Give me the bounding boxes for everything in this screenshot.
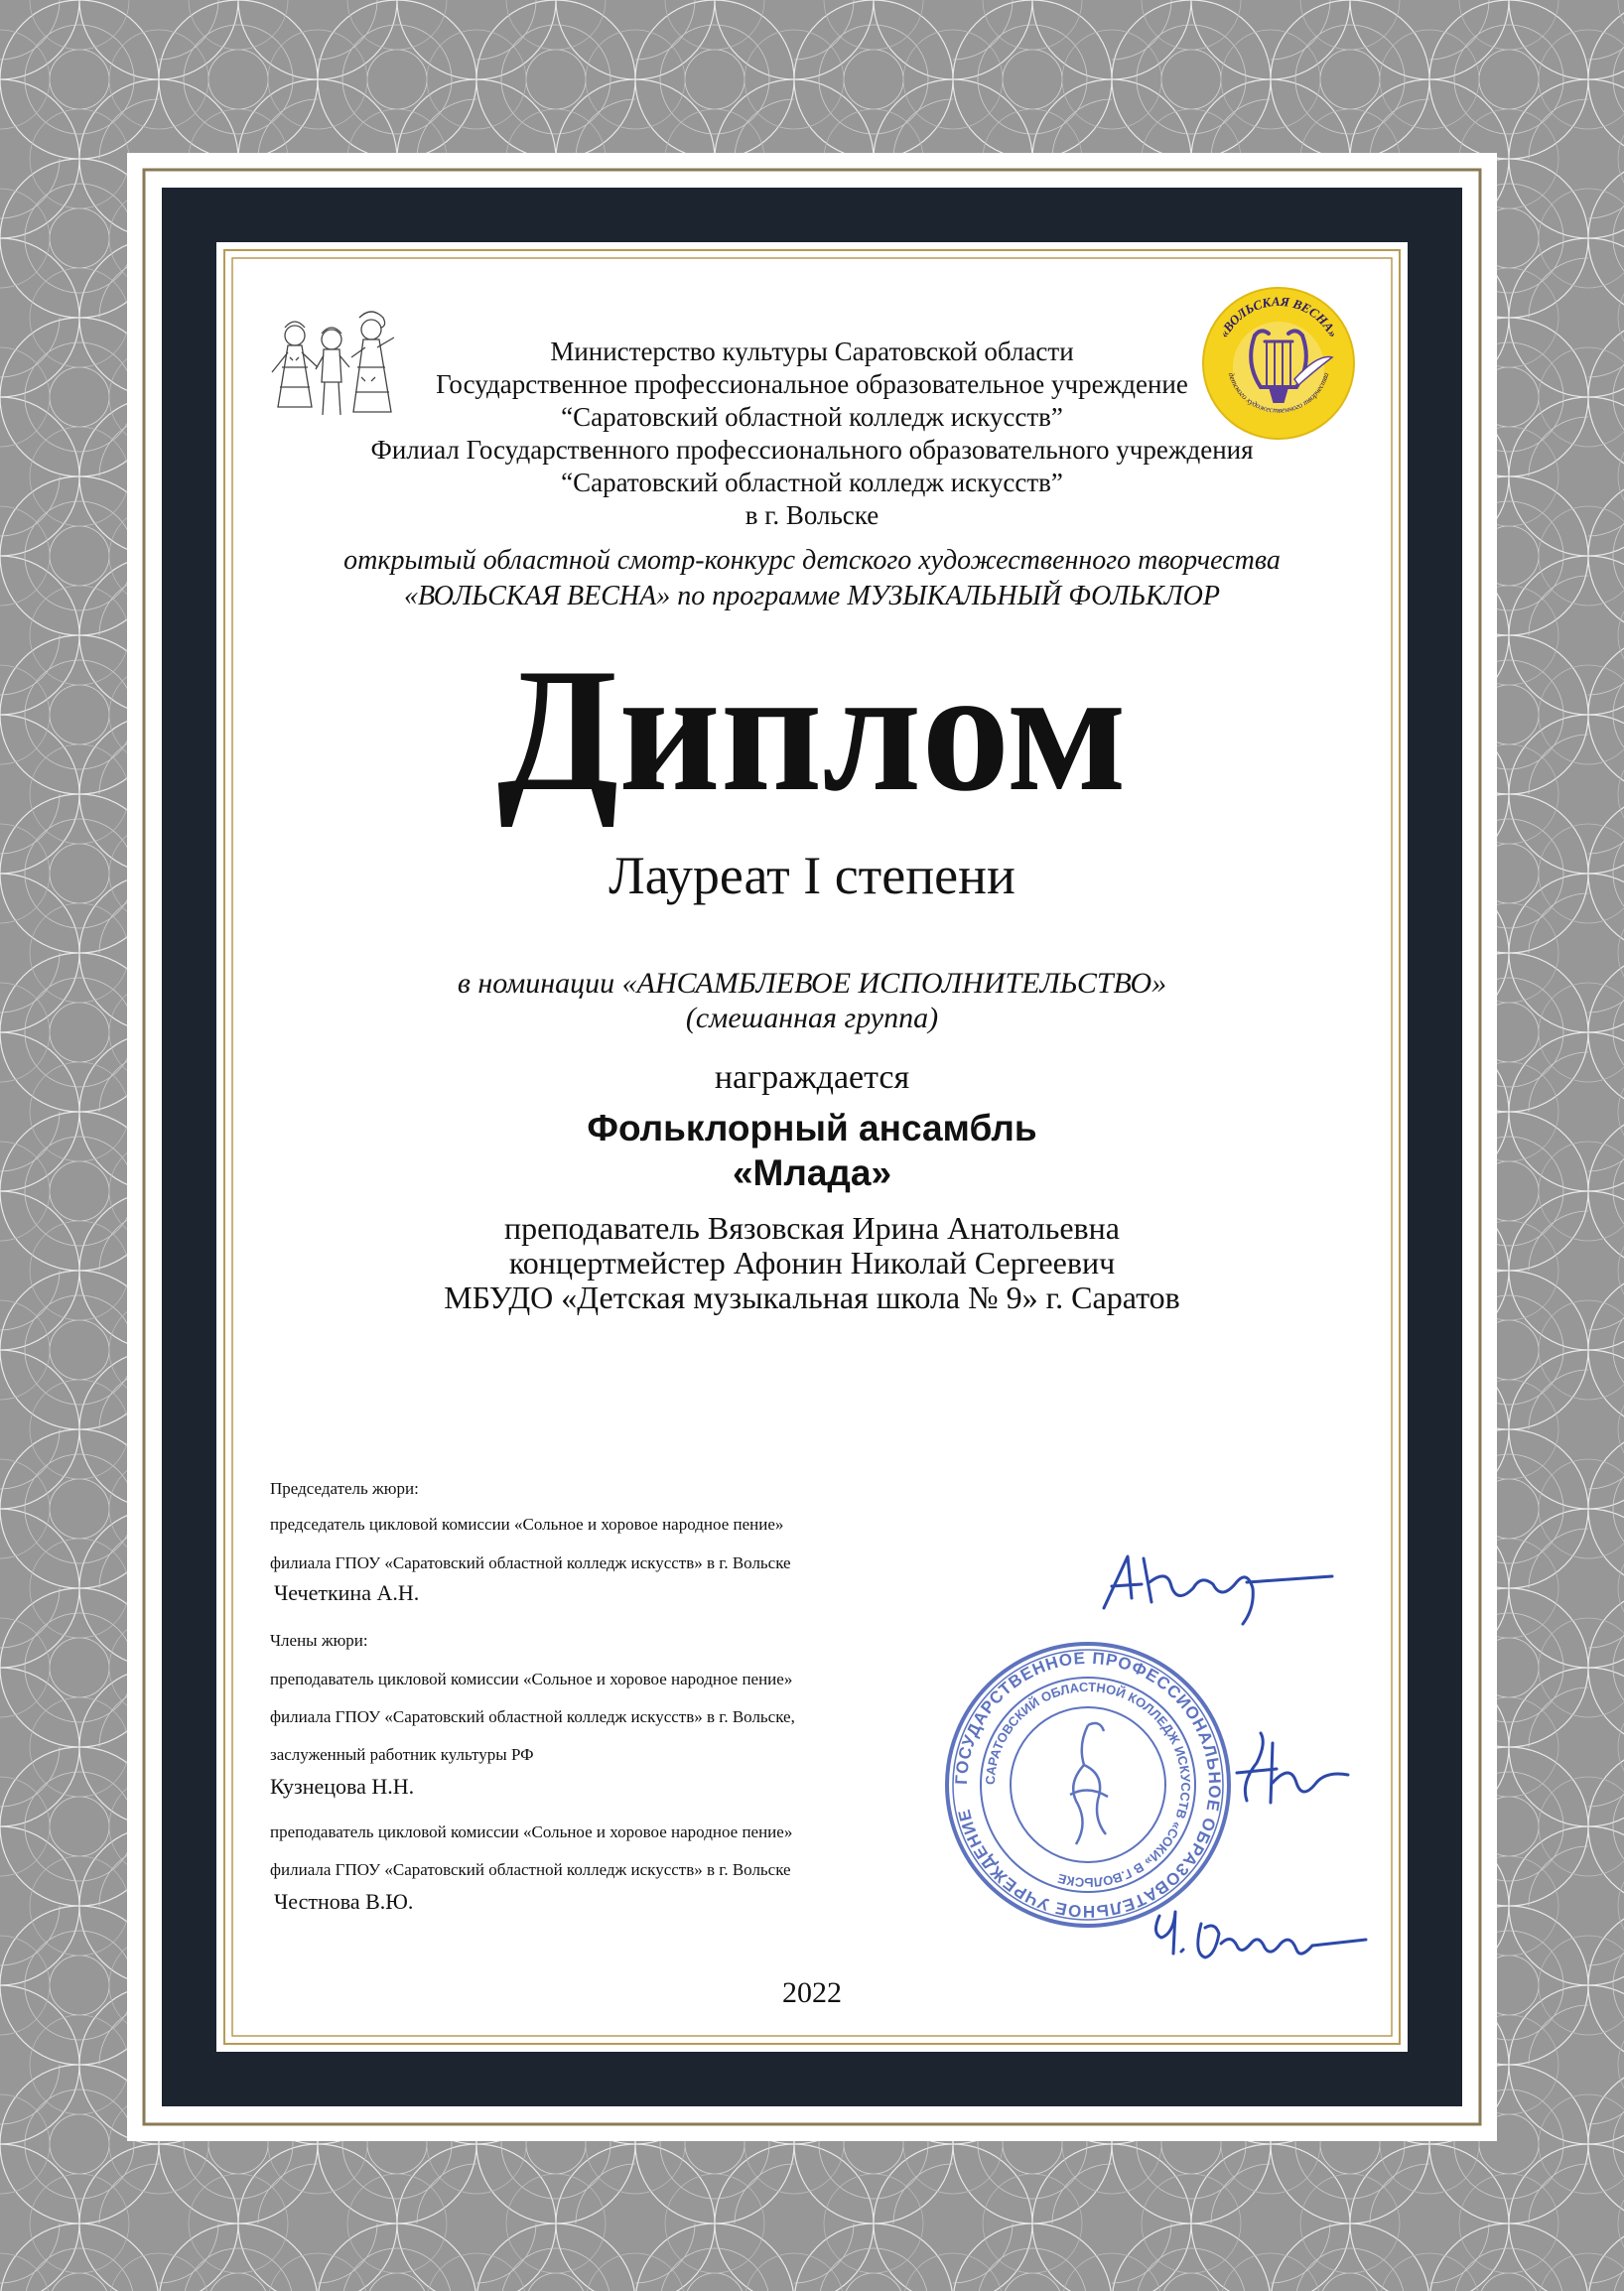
accompanist-line: концертмейстер Афонин Николай Сергеевич — [508, 1245, 1116, 1280]
signature-member-1 — [1227, 1723, 1356, 1813]
jury-member-1-role-3: заслуженный работник культуры РФ — [270, 1745, 534, 1764]
jury-member-1-role-1: преподаватель цикловой комиссии «Сольное и хоровое народное пение» — [270, 1670, 793, 1688]
jury-member-2-role-2: филиала ГПОУ «Саратовский областной колледж искусств» в г. Вольске — [270, 1860, 791, 1879]
header-line-4: Филиал Государственного профессионального образовательного учреждения — [370, 435, 1254, 465]
jury-member-2-name: Честнова В.Ю. — [274, 1889, 414, 1914]
jury-chair-heading: Председатель жюри: — [270, 1479, 419, 1498]
jury-member-1-role-2: филиала ГПОУ «Саратовский областной колледж искусств» в г. Вольске, — [270, 1707, 795, 1726]
signature-chair — [1098, 1539, 1336, 1628]
svg-text:САРАТОВСКИЙ ОБЛАСТНОЙ КОЛЛЕДЖ — [983, 1680, 1193, 1890]
jury-chair-role-1: председатель цикловой комиссии «Сольное и хоровое народное пение» — [270, 1515, 784, 1534]
jury-chair-role-2: филиала ГПОУ «Саратовский областной колледж искусств» в г. Вольске — [270, 1553, 791, 1572]
diploma-title: Диплом — [496, 631, 1128, 828]
contest-line-2: «ВОЛЬСКАЯ ВЕСНА» по программе МУЗЫКАЛЬНЫЙ ФОЛЬКЛОР — [404, 581, 1220, 611]
header-line-3: “Саратовский областной колледж искусств” — [561, 402, 1063, 432]
nomination-line-2: (смешанная группа) — [685, 1002, 939, 1034]
header-line-1: Министерство культуры Саратовской области — [550, 337, 1074, 366]
stamp-inner-text: САРАТОВСКИЙ ОБЛАСТНОЙ КОЛЛЕДЖ ИСКУССТВ «СОКИ» В Г.ВОЛЬСКЕ — [982, 1679, 1194, 1891]
diploma-subtitle: Лауреат I степени — [609, 846, 1015, 905]
jury-member-2-role-1: преподаватель цикловой комиссии «Сольное и хоровое народное пение» — [270, 1822, 793, 1841]
jury-member-1-name: Кузнецова Н.Н. — [270, 1774, 415, 1799]
contest-line-1: открытый областной смотр-конкурс детского художественного творчества — [343, 545, 1281, 576]
year-label: 2022 — [782, 1976, 842, 2009]
jury-members-heading: Члены жюри: — [270, 1631, 368, 1650]
teacher-line: преподаватель Вязовская Ирина Анатольевна — [504, 1210, 1120, 1246]
jury-chair-name: Чечеткина А.Н. — [274, 1580, 420, 1605]
header-line-5: “Саратовский областной колледж искусств” — [561, 468, 1063, 497]
logo-arc-top: «ВОЛЬСКАЯ ВЕСНА» — [1216, 293, 1341, 340]
recipient-line-1: Фольклорный ансамбль — [587, 1108, 1037, 1148]
awarded-label: награждается — [714, 1059, 910, 1096]
stamp-outer-text: ГОСУДАРСТВЕННОЕ ПРОФЕССИОНАЛЬНОЕ ОБРАЗОВАТЕЛЬНОЕ УЧРЕЖДЕНИЕ — [951, 1648, 1225, 1922]
recipient-line-2: «Млада» — [732, 1152, 892, 1193]
school-line: МБУДО «Детская музыкальная школа № 9» г. Саратов — [444, 1280, 1180, 1315]
nomination-line-1: в номинации «АНСАМБЛЕВОЕ ИСПОЛНИТЕЛЬСТВО» — [457, 967, 1167, 1000]
logo-arc-bottom: детского художественного творчества — [1226, 371, 1331, 415]
stamp-dancer-icon — [1070, 1723, 1108, 1844]
signature-member-2 — [1142, 1894, 1370, 1973]
official-stamp — [939, 1636, 1237, 1934]
header-line-6: в г. Вольске — [744, 500, 880, 530]
header-line-2: Государственное профессиональное образовательное учреждение — [436, 369, 1188, 399]
